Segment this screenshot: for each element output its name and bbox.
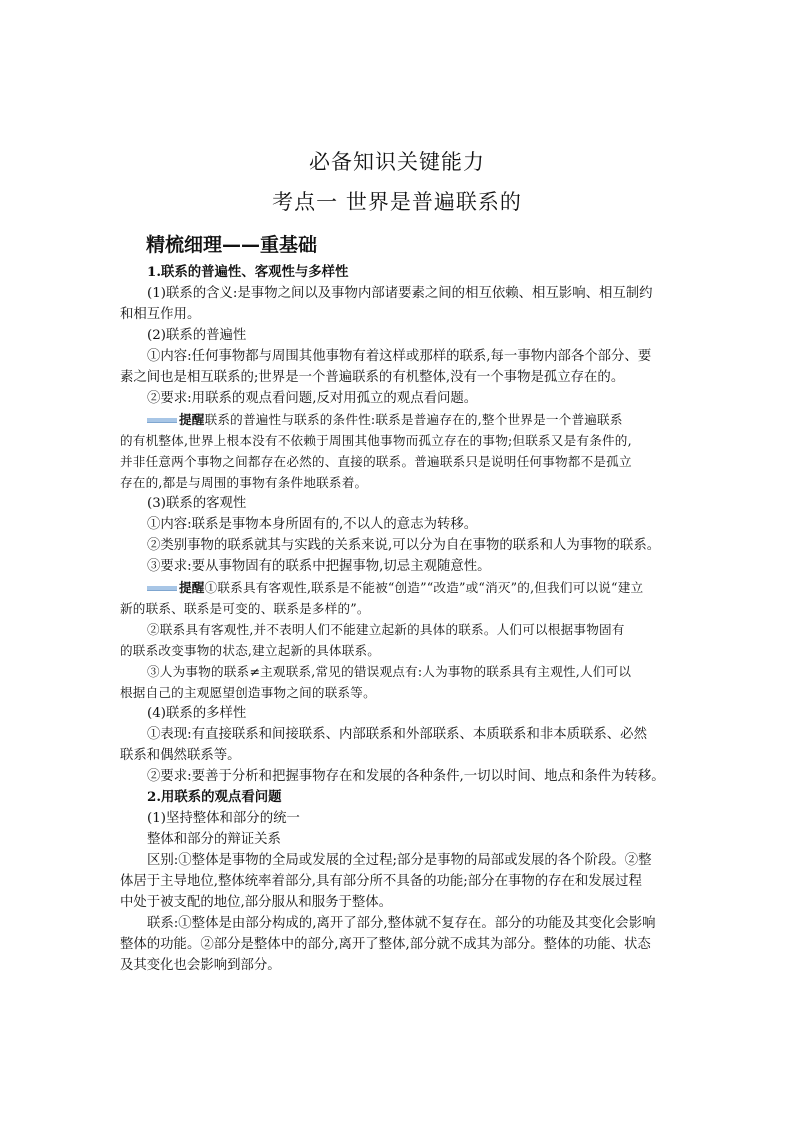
paragraph: 区别:①整体是事物的全局或发展的全过程;部分是事物的局部或发展的各个阶段。②整: [147, 853, 652, 868]
reminder-text: 根据自己的主观愿望创造事物之间的联系等。: [120, 685, 376, 700]
paragraph-cont: 和相互作用。: [120, 307, 201, 322]
paragraph-cont: 体居于主导地位,整体统率着部分,具有部分所不具备的功能;部分在事物的存在和发展过程: [120, 874, 642, 889]
heading-2: 2.用联系的观点看问题: [147, 789, 282, 805]
page-subtitle: 考点一 世界是普遍联系的: [272, 190, 522, 214]
paragraph-cont: 素之间也是相互联系的;世界是一个普遍联系的有机整体,没有一个事物是孤立存在的。: [120, 370, 625, 385]
section-heading: 精梳细理——重基础: [146, 234, 318, 256]
reminder-label: 提醒: [179, 580, 205, 595]
paragraph: ②类别事物的联系就其与实践的关系来说,可以分为自在事物的联系和人为事物的联系。: [147, 538, 661, 553]
paragraph-cont: 中处于被支配的地位,部分服从和服务于整体。: [120, 895, 393, 910]
paragraph: ②要求:用联系的观点看问题,反对用孤立的观点看问题。: [147, 391, 478, 406]
body-text: [120, 262, 676, 976]
reminder-label: 提醒: [179, 412, 205, 427]
paragraph-cont: 及其变化也会影响到部分。: [120, 958, 281, 973]
paragraph: (2)联系的普遍性: [147, 328, 247, 343]
reminder-text: ③人为事物的联系≠主观联系,常见的错误观点有:人为事物的联系具有主观性,人们可以: [147, 664, 632, 679]
paragraph-cont: 联系和偶然联系等。: [120, 748, 241, 763]
paragraph: ①表现:有直接联系和间接联系、内部联系和外部联系、本质联系和非本质联系、必然: [147, 727, 647, 742]
page-title: 必备知识关键能力: [309, 150, 485, 174]
paragraph: 联系:①整体是由部分构成的,离开了部分,整体就不复存在。部分的功能及其变化会影响: [147, 916, 656, 931]
reminder-note: [120, 577, 676, 598]
heading-1: 1.联系的普遍性、客观性与多样性: [147, 264, 349, 280]
paragraph: 整体和部分的辩证关系: [147, 832, 281, 847]
paragraph: ②要求:要善于分析和把握事物存在和发展的各种条件,一切以时间、地点和条件为转移。: [147, 769, 665, 784]
reminder-text: 的有机整体,世界上根本没有不依赖于周围其他事物而孤立存在的事物;但联系又是有条件的,: [120, 433, 632, 448]
reminder-bar-icon: [147, 586, 177, 591]
reminder-text: 并非任意两个事物之间都存在必然的、直接的联系。普遍联系只是说明任何事物都不是孤立: [120, 454, 632, 469]
reminder-text: 的联系改变事物的状态,建立起新的具体联系。: [120, 643, 381, 658]
reminder-text: ①联系具有客观性,联系是不能被“创造”“改造”或“消灭”的,但我们可以说“建立: [204, 580, 644, 595]
paragraph: ①内容:任何事物都与周围其他事物有着这样或那样的联系,每一事物内部各个部分、要: [147, 349, 652, 364]
paragraph: ①内容:联系是事物本身所固有的,不以人的意志为转移。: [147, 517, 478, 532]
reminder-text: 新的联系、联系是可变的、联系是多样的”。: [120, 601, 370, 616]
reminder-text: 存在的,都是与周围的事物有条件地联系着。: [120, 475, 368, 490]
paragraph: (1)联系的含义:是事物之间以及事物内部诸要素之间的相互依赖、相互影响、相互制约: [147, 286, 653, 301]
reminder-text: 联系的普遍性与联系的条件性:联系是普遍存在的,整个世界是一个普遍联系: [204, 412, 623, 427]
paragraph: (4)联系的多样性: [147, 706, 247, 721]
paragraph: (1)坚持整体和部分的统一: [147, 811, 300, 826]
reminder-note: [120, 409, 676, 430]
reminder-text: ②联系具有客观性,并不表明人们不能建立起新的具体的联系。人们可以根据事物固有: [147, 622, 625, 637]
paragraph: (3)联系的客观性: [147, 496, 247, 511]
paragraph-cont: 整体的功能。②部分是整体中的部分,离开了整体,部分就不成其为部分。整体的功能、状态: [120, 937, 651, 952]
paragraph: ③要求:要从事物固有的联系中把握事物,切忌主观随意性。: [147, 559, 491, 574]
reminder-bar-icon: [147, 418, 177, 423]
